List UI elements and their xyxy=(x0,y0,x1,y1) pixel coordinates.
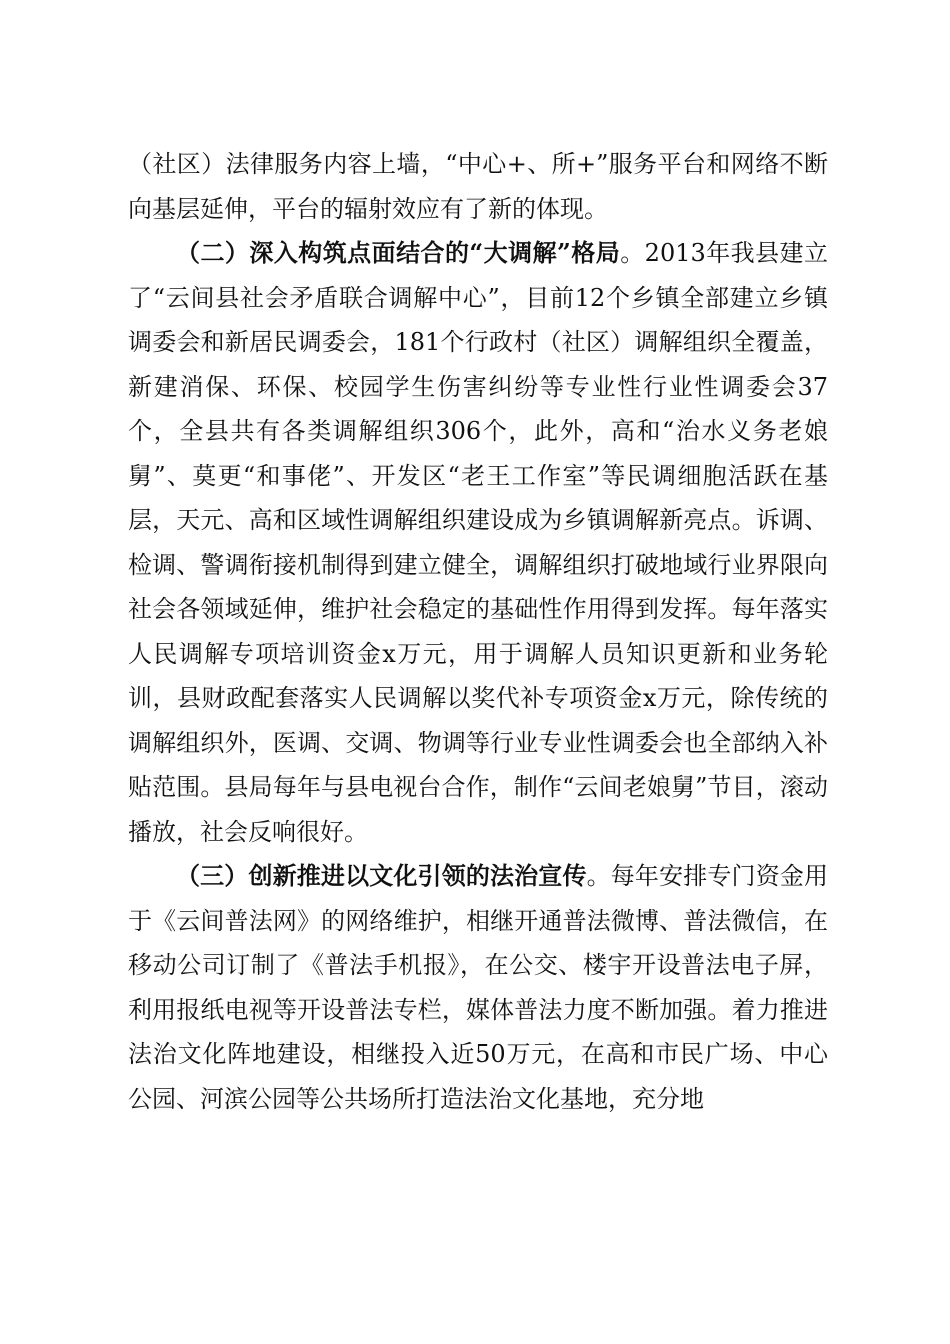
paragraph-3 xyxy=(128,854,828,1121)
paragraph-2 xyxy=(128,231,828,854)
paragraph-3-heading: （三）创新推进以文化引领的法治宣传 xyxy=(176,861,587,890)
paragraph-2-body: 。2013年我县建立了“云间县社会矛盾联合调解中心”，目前12个乡镇全部建立乡镇调委会和新居民调委会，181个行政村（社区）调解组织全覆盖，新建消保、环保、校园学生伤害纠纷等专业性行业性调委会37个，全县共有各类调解组织306个，此外，高和“治水义务老娘舅”、莫更“和事佬”、开发区“老王工作室”等民调细胞活跃在基层，天元、高和区域性调解组织建设成为乡镇调解新亮点。诉调、检调、警调衔接机制得到建立健全，调解组织打破地域行业界限向社会各领域延伸，维护社会稳定的基础性作用得到发挥。每年落实人民调解专项培训资金x万元，用于调解人员知识更新和业务轮训，县财政配套落实人民调解以奖代补专项资金x万元，除传统的调解组织外，医调、交调、物调等行业专业性调委会也全部纳入补贴范围。县局每年与县电视台合作，制作“云间老娘舅”节目，滚动播放，社会反响很好。 xyxy=(128,239,829,846)
paragraph-1-body: （社区）法律服务内容上墙，“中心+、所+”服务平台和网络不断向基层延伸，平台的辐射效应有了新的体现。 xyxy=(128,150,828,223)
paragraph-1 xyxy=(128,142,828,231)
paragraph-2-heading: （二）深入构筑点面结合的“大调解”格局 xyxy=(176,238,621,267)
paragraph-3-body: 。每年安排专门资金用于《云间普法网》的网络维护，相继开通普法微博、普法微信，在移动公司订制了《普法手机报》，在公交、楼宇开设普法电子屏，利用报纸电视等开设普法专栏，媒体普法力度不断加强。着力推进法治文化阵地建设，相继投入近50万元，在高和市民广场、中心公园、河滨公园等公共场所打造法治文化基地，充分地 xyxy=(128,862,829,1113)
document-page xyxy=(128,142,828,1121)
